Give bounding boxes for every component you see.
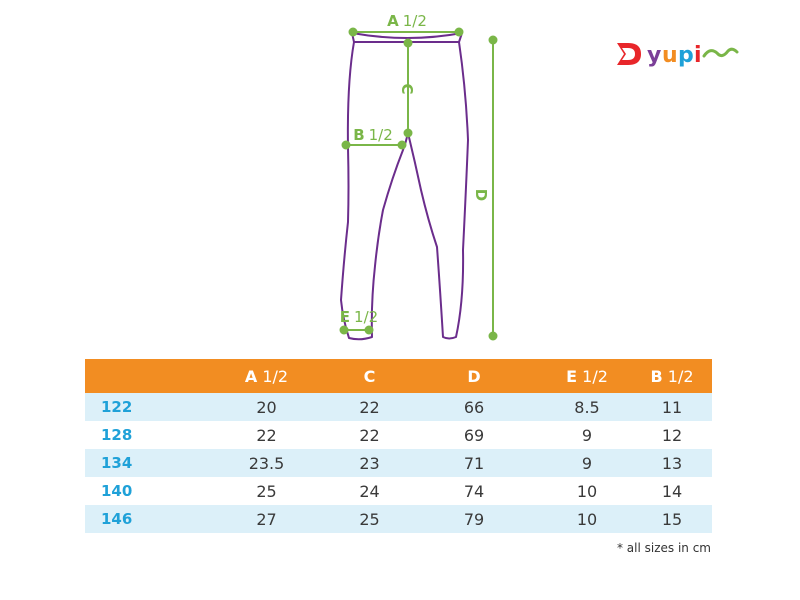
header-size bbox=[85, 359, 200, 393]
cell-d: 79 bbox=[406, 505, 542, 533]
cell-d: 66 bbox=[406, 393, 542, 421]
cell-b: 12 bbox=[661, 425, 683, 445]
footnote: * all sizes in cm bbox=[616, 541, 711, 555]
cell-e: 10 bbox=[542, 505, 632, 533]
logo-swirl-icon bbox=[704, 49, 737, 56]
header-b: B 1/2 bbox=[632, 359, 712, 393]
table-row bbox=[85, 477, 712, 505]
svg-text:p: p bbox=[678, 43, 694, 68]
table-header-row bbox=[85, 359, 712, 393]
label-c: C bbox=[398, 83, 416, 95]
svg-text:u: u bbox=[662, 43, 678, 68]
cell-a: 20 bbox=[200, 393, 333, 421]
header-e: E 1/2 bbox=[542, 359, 632, 393]
measure-lines bbox=[341, 29, 497, 340]
cell-size: 122 bbox=[85, 393, 200, 421]
leggings-outline bbox=[341, 33, 468, 339]
label-e: E 1/2 bbox=[339, 308, 379, 326]
header-a: A 1/2 bbox=[200, 359, 333, 393]
cell-d: 69 bbox=[463, 425, 485, 445]
header-d: D bbox=[406, 359, 542, 393]
cell-e: 8.5 bbox=[542, 393, 632, 421]
table-row bbox=[85, 393, 712, 421]
label-a: A 1/2 bbox=[387, 12, 427, 30]
cell-c: 25 bbox=[333, 505, 406, 533]
cell-b: 11 bbox=[632, 393, 712, 421]
label-d: D bbox=[472, 188, 490, 202]
cell-size: 134 bbox=[85, 449, 200, 477]
yupi-logo bbox=[614, 38, 744, 70]
cell-c: 22 bbox=[359, 425, 380, 445]
header-c: C bbox=[333, 359, 406, 393]
table-row bbox=[85, 449, 712, 477]
cell-size: 128 bbox=[101, 426, 133, 444]
label-b: B 1/2 bbox=[353, 126, 393, 144]
cell-a: 27 bbox=[200, 505, 333, 533]
svg-text:y: y bbox=[647, 43, 662, 68]
cell-b: 15 bbox=[632, 505, 712, 533]
cell-e: 9 bbox=[581, 425, 593, 445]
cell-b: 14 bbox=[661, 481, 683, 501]
cell-c: 24 bbox=[359, 481, 380, 501]
svg-text:i: i bbox=[694, 43, 702, 68]
cell-a: 25 bbox=[256, 481, 277, 501]
cell-e: 10 bbox=[576, 481, 598, 501]
cell-c: 23 bbox=[333, 449, 406, 477]
cell-a: 23.5 bbox=[200, 449, 333, 477]
cell-d: 74 bbox=[463, 481, 485, 501]
size-table bbox=[85, 359, 712, 533]
table-row bbox=[85, 421, 712, 449]
cell-c: 22 bbox=[333, 393, 406, 421]
cell-size: 140 bbox=[101, 482, 133, 500]
cell-e: 9 bbox=[542, 449, 632, 477]
cell-b: 13 bbox=[632, 449, 712, 477]
cell-d: 71 bbox=[406, 449, 542, 477]
cell-a: 22 bbox=[256, 425, 277, 445]
table-row bbox=[85, 505, 712, 533]
cell-size: 146 bbox=[85, 505, 200, 533]
